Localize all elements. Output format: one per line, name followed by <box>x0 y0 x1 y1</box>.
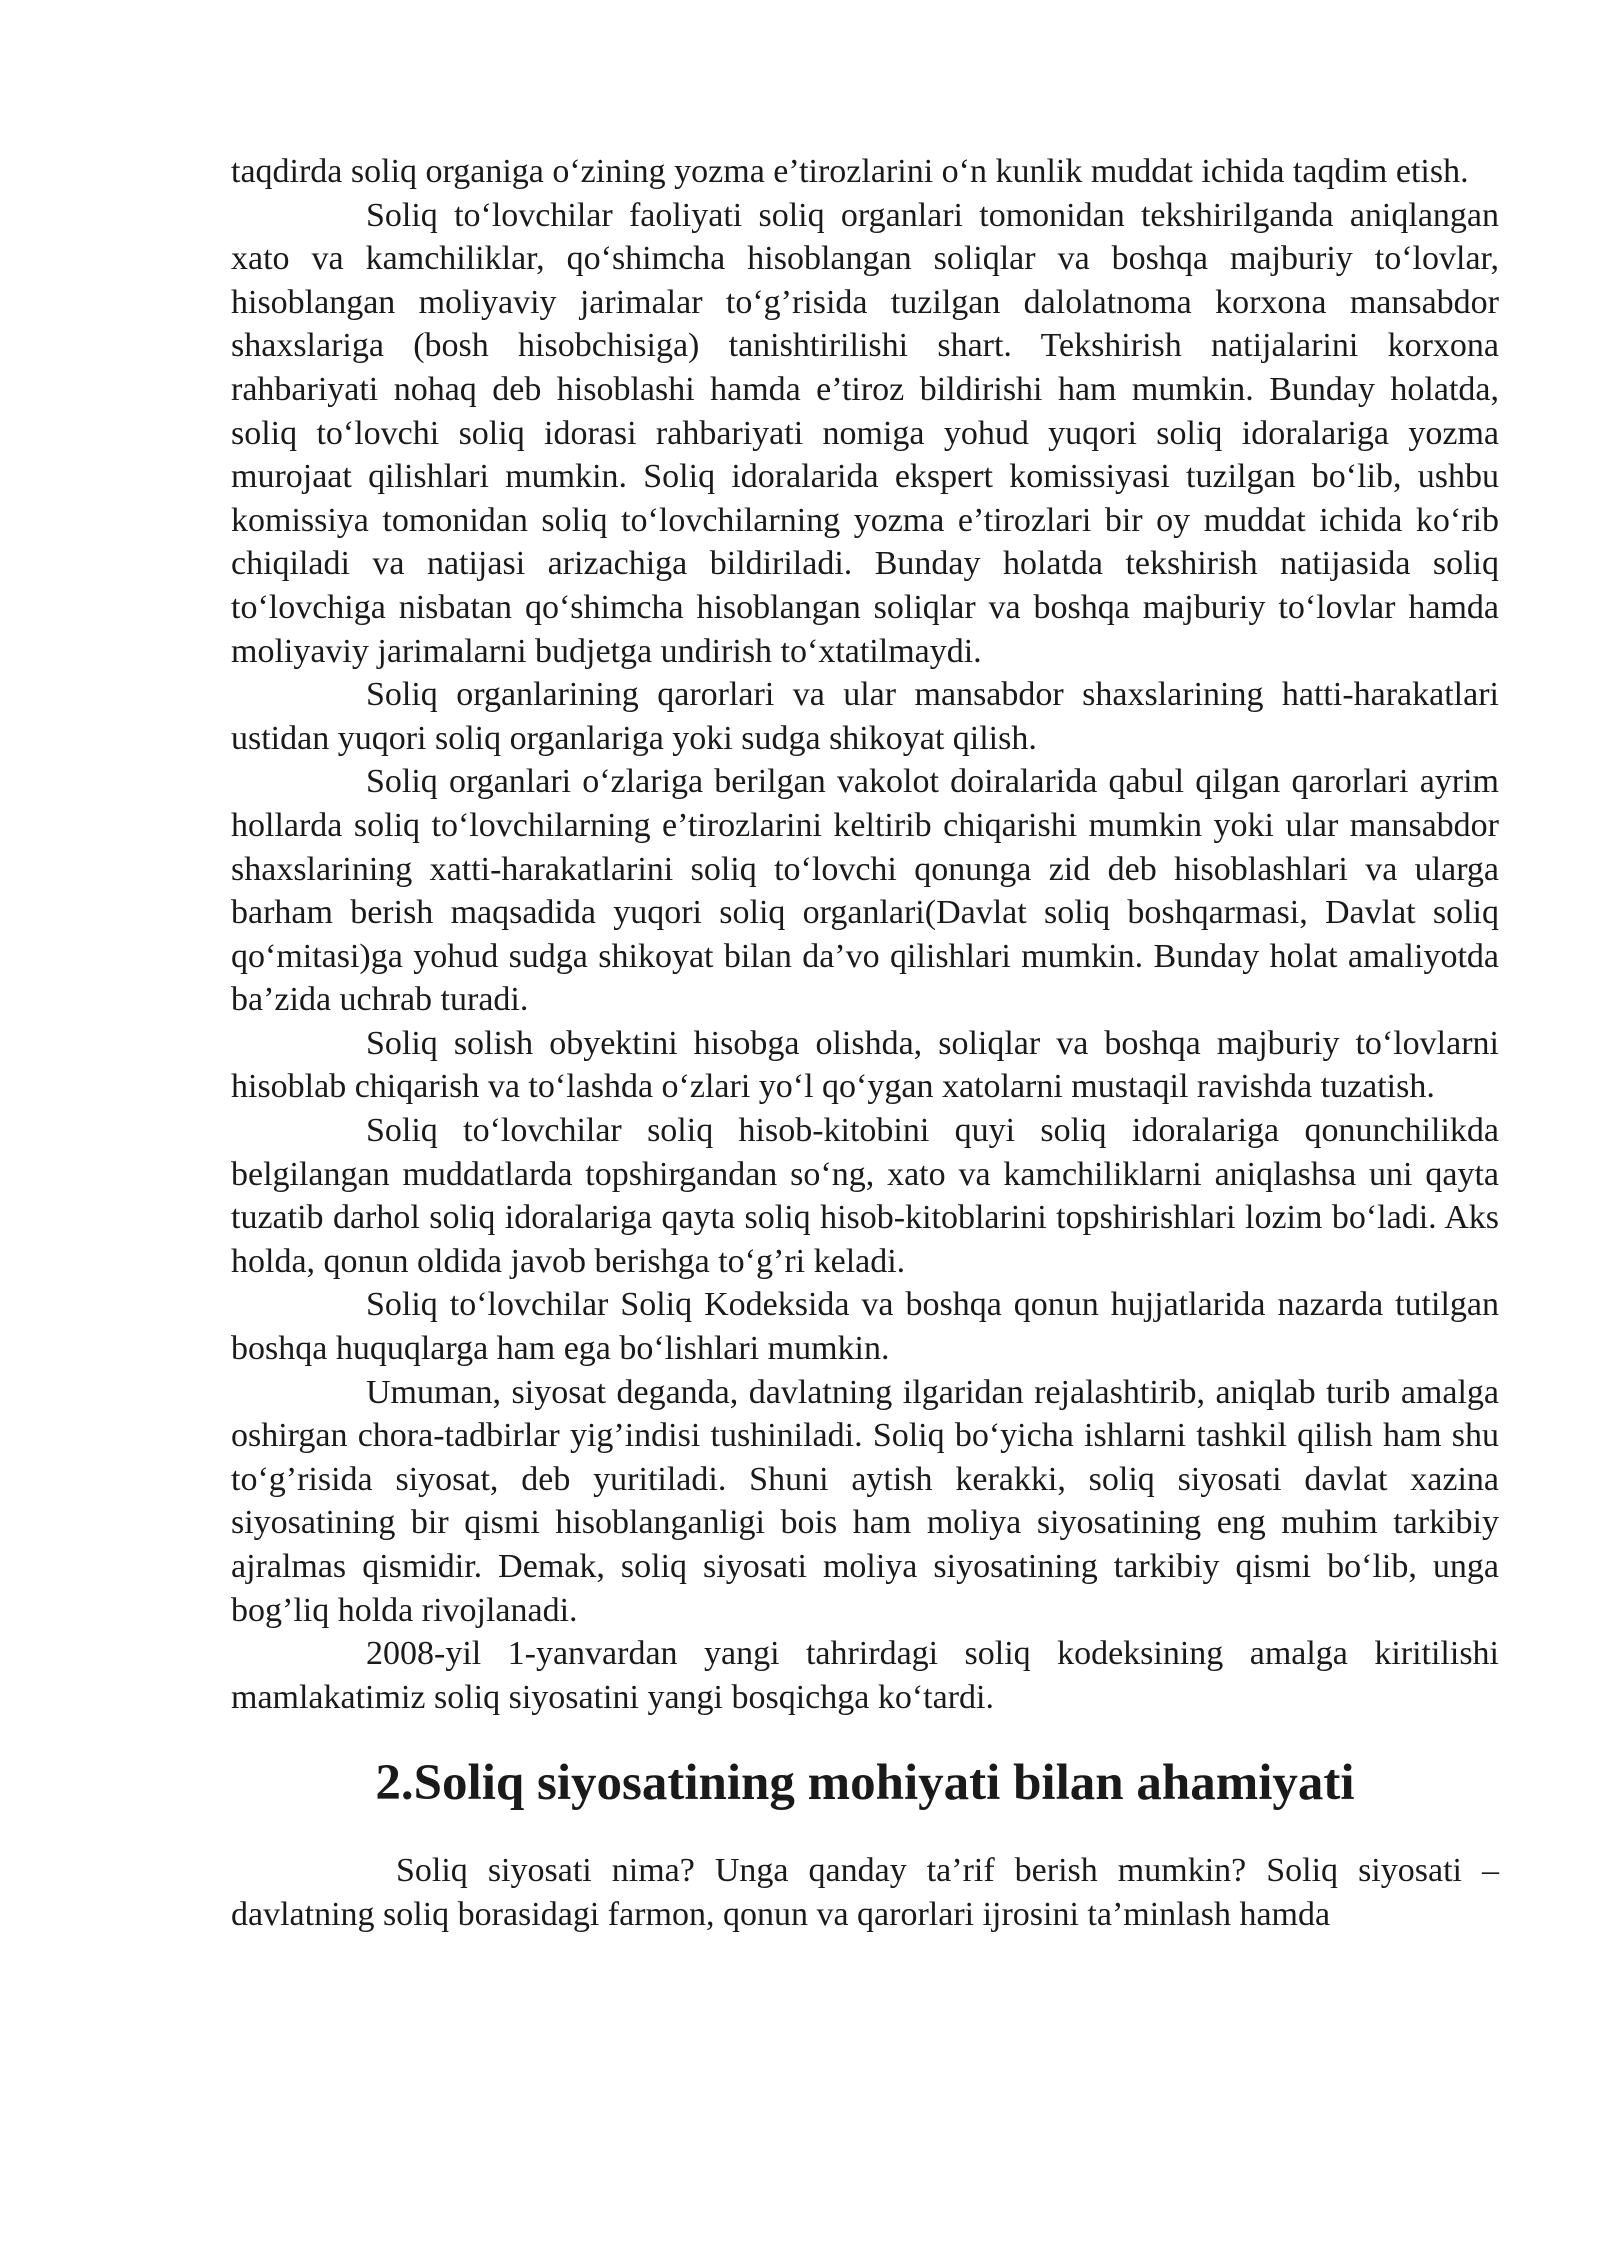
paragraph-policy-definition: Umuman, siyosat deganda, davlatning ilgaridan rejalashtirib, aniqlab turib amalga oshirgan chora-tadbirlar yig’indisi tushiniladi. Soliq bo‘yicha ishlarni tashkil qilish ham shu to‘g’risida siyosat, deb yuritiladi. Shuni aytish kerakki, soliq siyosati davlat xazina siyosatining bir qismi hisoblanganligi bois ham moliya siyosatining eng muhim tarkibiy ajralmas qismidir. Demak, soliq siyosati moliya siyosatining tarkibiy qismi bo‘lib, unga bog’liq holda rivojlanadi. <box>231 1373 1499 1629</box>
paragraph-continuation: taqdirda soliq organiga o‘zining yozma e’tirozlarini o‘n kunlik muddat ichida taqdim etish. <box>231 153 1469 190</box>
paragraph-self-correction: Soliq solish obyektini hisobga olishda, soliqlar va boshqa majburiy to‘lovlarni hisoblab chiqarish va to‘lashda o‘zlari yo‘l qo‘ygan xatolarni mustaqil ravishda tuzatish. <box>231 1024 1499 1106</box>
paragraph-other-rights: Soliq to‘lovchilar Soliq Kodeksida va boshqa qonun hujjatlarida nazarda tutilgan boshqa huquqlarga ham ega bo‘lishlari mumkin. <box>231 1286 1499 1368</box>
paragraph-inspection-results: Soliq to‘lovchilar faoliyati soliq organlari tomonidan tekshirilganda aniqlangan xato va kamchiliklar, qo‘shimcha hisoblangan soliqlar va boshqa majburiy to‘lovlar, hisoblangan moliyaviy jarimalar to‘g’risida tuzilgan dalolatnoma korxona mansabdor shaxslariga (bosh hisobchisiga) tanishtirilishi shart. Tekshirish natijalarini korxona rahbariyati nohaq deb hisoblashi hamda e’tiroz bildirishi ham mumkin. Bunday holatda, soliq to‘lovchi soliq idorasi rahbariyati nomiga yohud yuqori soliq idoralariga yozma murojaat qilishlari mumkin. Soliq idoralarida ekspert komissiyasi tuzilgan bo‘lib, ushbu komissiya tomonidan soliq to‘lovchilarning yozma e’tirozlari bir oy muddat ichida ko‘rib chiqiladi va natijasi arizachiga bildiriladi. Bunday holatda tekshirish natijasida soliq to‘lovchiga nisbatan qo‘shimcha hisoblangan soliqlar va boshqa majburiy to‘lovlar hamda moliyaviy jarimalarni budjetga undirish to‘xtatilmaydi. <box>231 196 1499 670</box>
paragraph-complaint-right: Soliq organlarining qarorlari va ular mansabdor shaxslarining hatti-harakatlari ustidan yuqori soliq organlariga yoki sudga shikoyat qilish. <box>231 676 1499 757</box>
paragraph-tax-policy-intro: Soliq siyosati nima? Unga qanday ta’rif berish mumkin? Soliq siyosati – davlatning soliq borasidagi farmon, qonun va qarorlari ijrosini ta’minlash hamda <box>231 1851 1499 1933</box>
document-page <box>231 150 1499 1936</box>
paragraph-resubmission: Soliq to‘lovchilar soliq hisob-kitobini quyi soliq idoralariga qonunchilikda belgilangan muddatlarda topshirgandan so‘ng, xato va kamchiliklarni aniqlashsa uni qayta tuzatib darhol soliq idoralariga qayta soliq hisob-kitoblarini topshirishlari lozim bo‘ladi. Aks holda, qonun oldida javob berishga to‘g’ri keladi. <box>231 1112 1499 1280</box>
section-heading: 2.Soliq siyosatining mohiyati bilan ahamiyati <box>375 1755 1355 1812</box>
paragraph-appeal-decisions: Soliq organlari o‘zlariga berilgan vakolot doiralarida qabul qilgan qarorlari ayrim hollarda soliq to‘lovchilarning e’tirozlarini keltirib chiqarishi mumkin yoki ular mansabdor shaxslarining xatti-harakatlarini soliq to‘lovchi qonunga zid deb hisoblashlari va ularga barham berish maqsadida yuqori soliq organlari(Davlat soliq boshqarmasi, Davlat soliq qo‘mitasi)ga yohud sudga shikoyat bilan da’vo qilishlari mumkin. Bunday holat amaliyotda ba’zida uchrab turadi. <box>231 763 1499 1019</box>
paragraph-tax-code-2008: 2008-yil 1-yanvardan yangi tahrirdagi soliq kodeksining amalga kiritilishi mamlakatimiz soliq siyosatini yangi bosqichga ko‘tardi. <box>231 1635 1499 1716</box>
